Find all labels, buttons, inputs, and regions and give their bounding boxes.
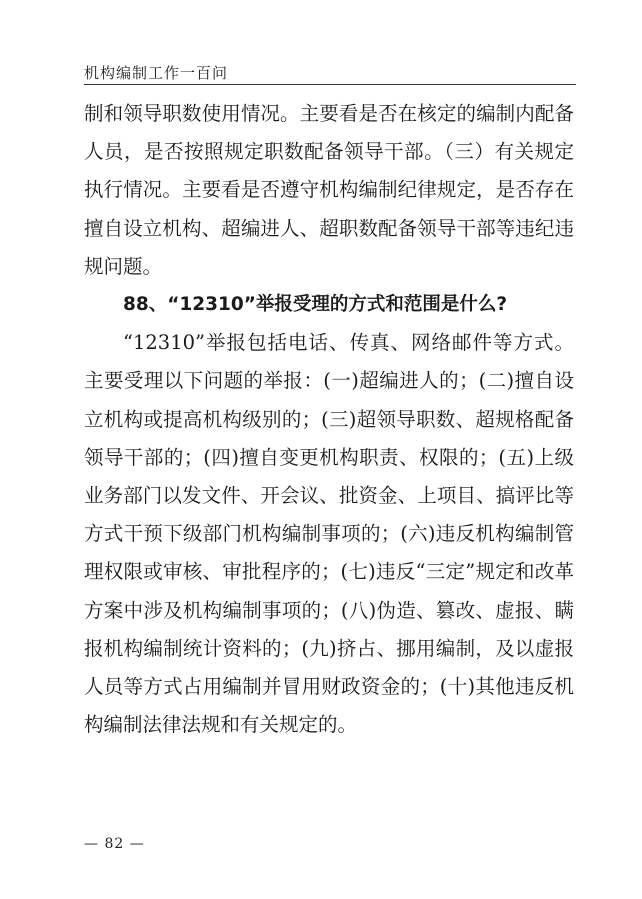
question-heading: 88、“12310”举报受理的方式和范围是什么? (123, 294, 508, 316)
running-header: 机构编制工作一百问 (84, 64, 229, 82)
header-divider (84, 84, 576, 85)
answer-paragraph: “12310”举报包括电话、传真、网络邮件等方式。主要受理以下问题的举报：(一)超编进人的；(二)擅自设立机构或提高机构级别的；(三)超领导职数、超规格配备领导干部的；(四)擅自变更机构职责、权限的；(五)上级业务部门以发文件、开会议、批资金、上项目、搞评比等方式干预下级部门机构编制事项的；(六)违反机构编制管理权限或审核、审批程序的；(七)违反“三定”规定和改革方案中涉及机构编制事项的；(八)伪造、篡改、虚报、瞒报机构编制统计资料的；(九)挤占、挪用编制，及以虚报人员等方式占用编制并冒用财政资金的；(十)其他违反机构编制法律法规和有关规定的。 (84, 331, 574, 737)
page-body (84, 95, 574, 744)
page-number: — 82 — (84, 836, 145, 852)
continuation-paragraph: 制和领导职数使用情况。主要看是否在核定的编制内配备人员，是否按照规定职数配备领导干部。（三）有关规定执行情况。主要看是否遵守机构编制纪律规定，是否存在擅自设立机构、超编进人、超职数配备领导干部等违纪违规问题。 (84, 102, 574, 278)
